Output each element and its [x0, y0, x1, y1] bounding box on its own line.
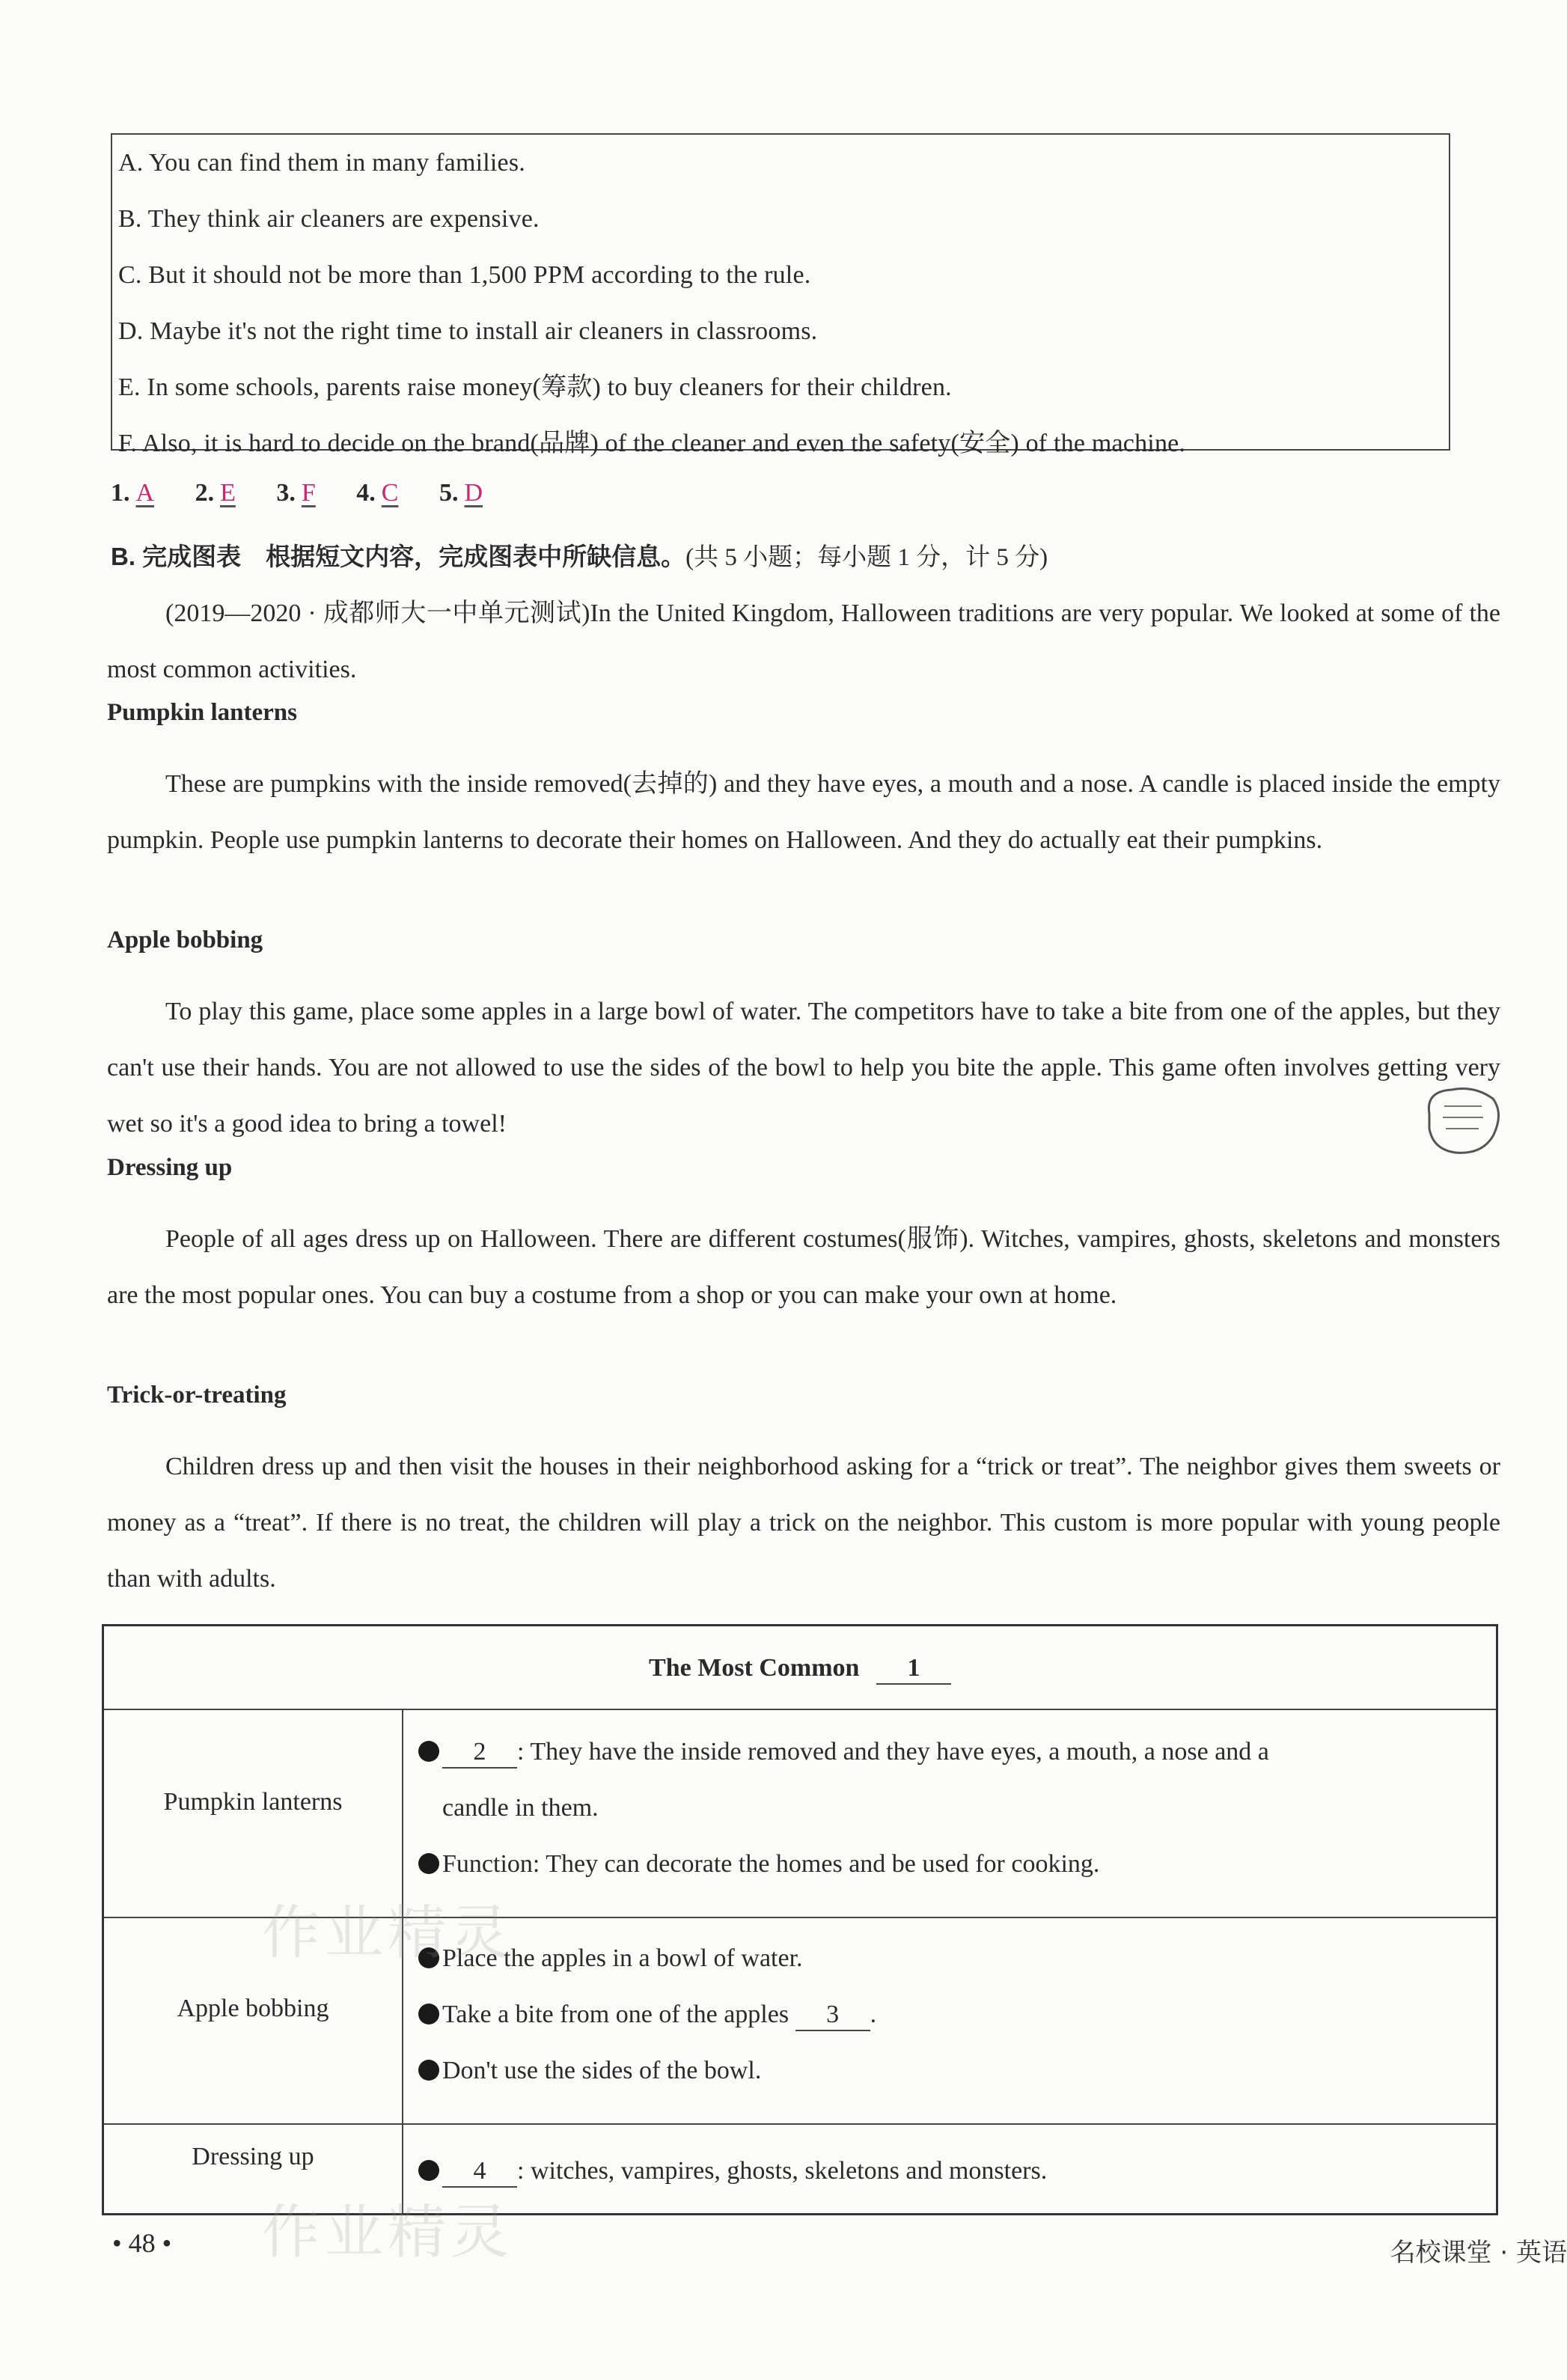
blank-4: 4 [442, 2156, 517, 2188]
blank-3: 3 [795, 2000, 870, 2031]
homework-stamp-icon [1422, 1084, 1504, 1159]
table-line: Function: They can decorate the homes and be used for cooking. [418, 1836, 1481, 1892]
answer-letter: F [301, 479, 316, 507]
blank-2: 2 [442, 1737, 517, 1769]
section-b-heading [111, 537, 1048, 573]
table-title-row [104, 1626, 1496, 1710]
bullet-icon [418, 1853, 439, 1874]
pumpkin-lanterns-cell [418, 1724, 1481, 1892]
table-title: The Most Common [649, 1654, 860, 1682]
answer-key [111, 479, 517, 507]
heading-apple-bobbing: Apple bobbing [107, 927, 263, 953]
option-d: D. Maybe it's not the right time to install air cleaners in classrooms. [118, 317, 818, 345]
bullet-icon [418, 2060, 439, 2081]
answer-5: 5. D [439, 479, 489, 507]
option-a: A. You can find them in many families. [118, 149, 525, 177]
answer-letter: A [135, 479, 155, 507]
answer-3: 3. F [276, 479, 321, 507]
answer-1: 1. A [111, 479, 160, 507]
answer-letter: D [464, 479, 483, 507]
row-label-pumpkin-lanterns: Pumpkin lanterns [163, 1788, 343, 1816]
intro-paragraph: (2019—2020 · 成都师大一中单元测试)In the United Kingdom, Halloween traditions are very popular. We looked at some of the most common activities. [107, 599, 1500, 683]
option-c: C. But it should not be more than 1,500 PPM according to the rule. [118, 261, 811, 289]
answer-2: 2. E [195, 479, 242, 507]
table-line: Place the apples in a bowl of water. [418, 1930, 1481, 1986]
table-row-divider [104, 2123, 1496, 2125]
paragraph-pumpkin-lanterns: These are pumpkins with the inside removed(去掉的) and they have eyes, a mouth and a nose. A candle is placed inside the empty pumpkin. People use pumpkin lanterns to decorate their homes on Halloween. And they do actually eat their pumpkins. [107, 770, 1500, 854]
row-label-apple-bobbing: Apple bobbing [177, 1995, 329, 2022]
heading-trick-or-treating: Trick-or-treating [107, 1382, 287, 1409]
option-e: E. In some schools, parents raise money(筹款) to buy cleaners for their children. [118, 373, 952, 401]
option-b: B. They think air cleaners are expensive. [118, 205, 540, 233]
watermark: 作业精灵 [262, 1900, 514, 1967]
bullet-icon [418, 1741, 439, 1762]
table-line: 2 : They have the inside removed and they have eyes, a mouth, a nose and a [418, 1724, 1481, 1780]
heading-dressing-up: Dressing up [107, 1154, 233, 1181]
series-name: 名校课堂 · 英语 [1390, 2238, 1567, 2268]
table-line: Don't use the sides of the bowl. [418, 2042, 1481, 2099]
answer-letter: E [220, 479, 236, 507]
paragraph-apple-bobbing: To play this game, place some apples in a large bowl of water. The competitors have to take a bite from one of the apples, but they can't use their hands. You are not allowed to use the sides of the bowl to help you bite the apple. This game often involves getting very wet so it's a good idea to bring a towel! [107, 998, 1500, 1138]
options-box [111, 133, 1450, 457]
answer-4: 4. C [356, 479, 404, 507]
option-f: F. Also, it is hard to decide on the brand(品牌) of the cleaner and even the safety(安全) of the machine. [118, 430, 1186, 457]
section-b-title: B. 完成图表 根据短文内容，完成图表中所缺信息。 [111, 543, 686, 570]
table-line: candle in them. [442, 1794, 599, 1822]
paragraph-trick-or-treating: Children dress up and then visit the houses in their neighborhood asking for a “trick or treat”. The neighbor gives them sweets or money as a “treat”. If there is no treat, the children will play a trick on the neighbor. This custom is more popular with young people than with adults. [107, 1453, 1500, 1593]
paragraph-dressing-up: People of all ages dress up on Halloween. There are different costumes(服饰). Witches, vampires, ghosts, skeletons and monsters are the most popular ones. You can buy a costume from a shop or you can make your own at home. [107, 1225, 1500, 1309]
table-line: Take a bite from one of the apples 3 . [418, 1986, 1481, 2042]
heading-pumpkin-lanterns: Pumpkin lanterns [107, 699, 297, 726]
answer-letter: C [381, 479, 399, 507]
blank-1: 1 [876, 1653, 951, 1685]
bullet-icon [418, 2004, 439, 2024]
dressing-up-cell [418, 2143, 1481, 2199]
apple-bobbing-cell [418, 1930, 1481, 2099]
page-number: • 48 • [112, 2228, 172, 2258]
bullet-icon [418, 2160, 439, 2181]
section-b-note: (共 5 小题；每小题 1 分，计 5 分) [685, 544, 1048, 571]
row-label-dressing-up: Dressing up [192, 2143, 314, 2170]
watermark: 作业精灵 [262, 2199, 514, 2266]
table-line: 4 : witches, vampires, ghosts, skeletons and monsters. [418, 2143, 1481, 2199]
